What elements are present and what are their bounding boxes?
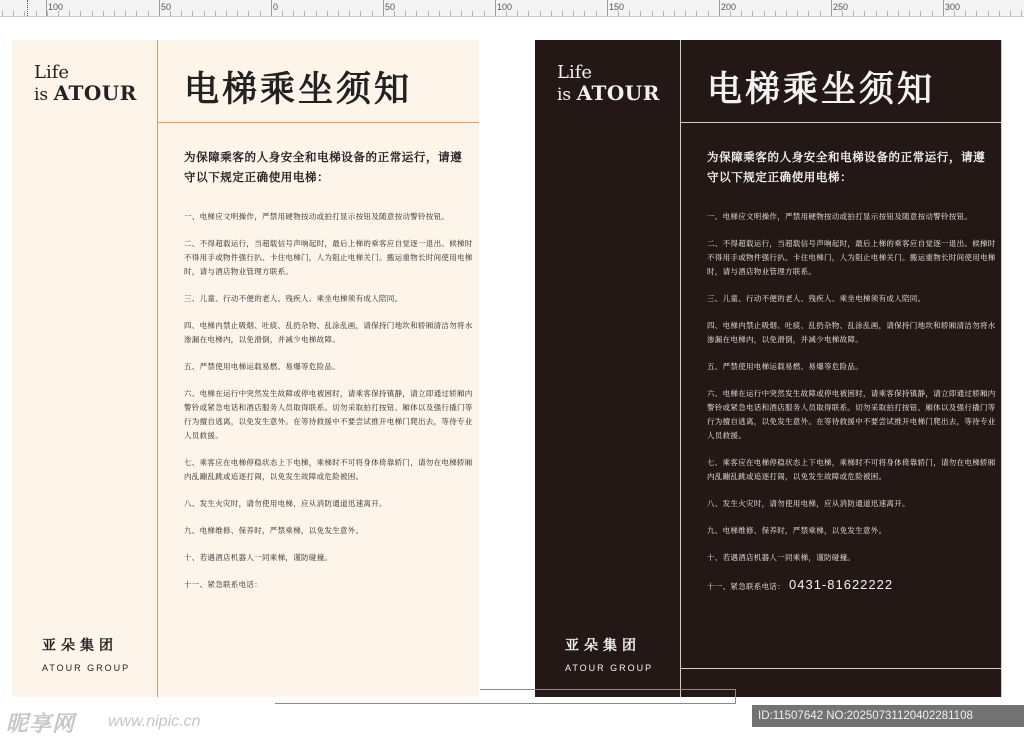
ruler-minor-tick (562, 11, 563, 16)
ruler-major-tick (831, 0, 832, 16)
rule-item: 十、若遇酒店机器人一同乘梯，谨防碰撞。 (184, 553, 333, 562)
ruler-minor-tick (450, 11, 451, 16)
ruler-minor-tick (316, 11, 317, 16)
top-ruler (0, 0, 1024, 17)
design-canvas (0, 17, 1024, 737)
ruler-minor-tick (551, 11, 552, 16)
ruler-minor-tick (808, 11, 809, 16)
ruler-minor-tick (820, 11, 821, 16)
rule-item: 六、电梯在运行中突然发生故障或停电被困时，请乘客保持镇静，请立即通过轿厢内警铃或紧急电话和酒店服务人员取得联系。切勿采取拍打按钮、厢体以及强行撬门等行为擅自逃离，以免发生意外。在等待救援中不要尝试推开电梯门爬出去，等待专业人员救援。 (184, 389, 473, 440)
ruler-label: 100 (48, 2, 64, 12)
ruler-minor-tick (484, 11, 485, 16)
ruler-minor-tick (237, 11, 238, 16)
brand-chinese: 亚朵集团 (565, 638, 641, 654)
ruler-minor-tick (876, 11, 877, 16)
logo-life: Life (34, 62, 70, 83)
ruler-minor-tick (797, 11, 798, 16)
ruler-label: 0 (273, 2, 279, 12)
rule-item: 四、电梯内禁止吸烟、吐痰、乱扔杂物、乱涂乱画，请保持门地坎和轿厢清洁勿将水渗漏在电梯内，以免滑倒，并减少电梯故障。 (184, 321, 473, 344)
ruler-minor-tick (92, 11, 93, 16)
ruler-minor-tick (976, 11, 977, 16)
ruler-minor-tick (114, 11, 115, 16)
ruler-label: 200 (721, 2, 737, 12)
ruler-minor-tick (416, 11, 417, 16)
ruler-minor-tick (674, 11, 675, 16)
rule-item: 一、电梯应文明操作，严禁用硬物按动或拍打显示按钮及随意按动警铃按钮。 (184, 212, 450, 221)
ruler-minor-tick (853, 11, 854, 16)
ruler-major-tick (159, 0, 160, 16)
ruler-minor-tick (629, 11, 630, 16)
ruler-minor-tick (405, 11, 406, 16)
ruler-minor-tick (461, 11, 462, 16)
ruler-minor-tick (103, 11, 104, 16)
ruler-minor-tick (663, 11, 664, 16)
watermark-logo: 昵享网 (6, 712, 76, 737)
rule-item: 九、电梯维修、保养时，严禁乘梯，以免发生意外。 (707, 526, 887, 535)
brand-english: ATOUR GROUP (565, 663, 654, 673)
ruler-minor-tick (148, 11, 149, 16)
ruler-minor-tick (696, 11, 697, 16)
ruler-label: 150 (609, 2, 625, 12)
vertical-divider (680, 40, 681, 697)
ruler-minor-tick (372, 11, 373, 16)
rule-item: 六、电梯在运行中突然发生故障或停电被困时，请乘客保持镇静，请立即通过轿厢内警铃或紧急电话和酒店服务人员取得联系。切勿采取拍打按钮、厢体以及强行撬门等行为擅自逃离，以免发生意外。在等待救援中不要尝试推开电梯门爬出去，等待专业人员救援。 (707, 389, 996, 440)
ruler-minor-tick (584, 11, 585, 16)
emergency-contact: 十一、紧急联系电话： 0431-81622222 (707, 577, 894, 592)
ruler-minor-tick (69, 11, 70, 16)
ruler-minor-tick (338, 11, 339, 16)
logo-life: Life (557, 62, 593, 83)
ruler-minor-tick (775, 11, 776, 16)
canvas-guide-line (275, 703, 735, 704)
ruler-minor-tick (428, 11, 429, 16)
rule-item: 二、不得超载运行，当超载信号声响起时，最后上梯的乘客应自觉逐一退出。候梯时不得用手或物件强行扒、卡住电梯门，人为阻止电梯关门。搬运重物长时间使用电梯时，请与酒店物业管理方联系。 (707, 239, 996, 276)
ruler-major-tick (495, 0, 496, 16)
atour-group-brand (42, 635, 130, 673)
ruler-minor-tick (887, 11, 888, 16)
poster-intro: 为保障乘客的人身安全和电梯设备的正常运行，请遵守以下规定正确使用电梯： (707, 150, 986, 184)
ruler-minor-tick (226, 11, 227, 16)
ruler-minor-tick (685, 11, 686, 16)
rule-item: 八、发生火灾时，请勿使用电梯，应从消防通道迅速离开。 (184, 499, 387, 508)
ruler-label: 100 (497, 2, 513, 12)
ruler-minor-tick (260, 11, 261, 16)
title-divider (157, 122, 479, 123)
ruler-minor-tick (786, 11, 787, 16)
poster-title: 电梯乘坐须知 (707, 70, 936, 110)
ruler-label: 300 (945, 2, 961, 12)
ruler-label: 50 (161, 2, 172, 12)
ruler-minor-tick (282, 11, 283, 16)
emergency-phone: 0431-81622222 (789, 577, 894, 592)
rule-item: 七、乘客应在电梯停稳状态上下电梯，乘梯时不可将身体倚靠轿门，请勿在电梯轿厢内乱蹦乱跳或追逐打闹，以免发生故障或危险被困。 (707, 458, 996, 481)
rule-item: 三、儿童、行动不便的老人、残疾人、乘坐电梯须有成人陪同。 (707, 294, 926, 303)
right-frame-line (1001, 40, 1002, 697)
rule-item: 一、电梯应文明操作，严禁用硬物按动或拍打显示按钮及随意按动警铃按钮。 (707, 212, 973, 221)
ruler-minor-tick (596, 11, 597, 16)
ruler-minor-tick (248, 11, 249, 16)
canvas-guide-line (480, 689, 735, 690)
ruler-minor-tick (517, 11, 518, 16)
rule-item: 五、严禁使用电梯运载易燃、易爆等危险品。 (707, 362, 863, 371)
watermark-id: ID:11507642 NO:20250731120402281108 (752, 705, 1024, 727)
ruler-minor-tick (932, 11, 933, 16)
ruler-minor-tick (898, 11, 899, 16)
ruler-minor-tick (472, 11, 473, 16)
canvas-guide-line (735, 689, 736, 704)
ruler-origin-marker (27, 0, 29, 16)
ruler-major-tick (271, 0, 272, 16)
ruler-minor-tick (304, 11, 305, 16)
bottom-frame-line (680, 668, 1002, 669)
ruler-minor-tick (125, 11, 126, 16)
vertical-divider (157, 40, 158, 697)
poster-title: 电梯乘坐须知 (184, 70, 413, 110)
ruler-minor-tick (439, 11, 440, 16)
ruler-label: 50 (385, 2, 396, 12)
ruler-minor-tick (540, 11, 541, 16)
ruler-minor-tick (13, 11, 14, 16)
life-is-atour-logo (34, 63, 137, 105)
brand-english: ATOUR GROUP (42, 663, 131, 673)
ruler-major-tick (607, 0, 608, 16)
ruler-minor-tick (327, 11, 328, 16)
ruler-minor-tick (708, 11, 709, 16)
rule-item: 十、若遇酒店机器人一同乘梯，谨防碰撞。 (707, 553, 856, 562)
life-is-atour-logo (557, 63, 660, 105)
ruler-minor-tick (988, 11, 989, 16)
brand-chinese: 亚朵集团 (42, 638, 118, 654)
title-divider (680, 122, 1002, 123)
ruler-major-tick (719, 0, 720, 16)
rule-item: 五、严禁使用电梯运载易燃、易爆等危险品。 (184, 362, 340, 371)
rules-list (184, 210, 476, 605)
rule-item: 二、不得超载运行，当超载信号声响起时，最后上梯的乘客应自觉逐一退出。候梯时不得用手或物件强行扒、卡住电梯门，人为阻止电梯关门。搬运重物长时间使用电梯时，请与酒店物业管理方联系。 (184, 239, 473, 276)
rule-item: 四、电梯内禁止吸烟、吐痰、乱扔杂物、乱涂乱画，请保持门地坎和轿厢清洁勿将水渗漏在电梯内，以免滑倒，并减少电梯故障。 (707, 321, 996, 344)
ruler-major-tick (46, 0, 47, 16)
ruler-minor-tick (349, 11, 350, 16)
ruler-minor-tick (293, 11, 294, 16)
watermark-url: www.nipic.cn (108, 713, 201, 730)
ruler-minor-tick (741, 11, 742, 16)
ruler-minor-tick (920, 11, 921, 16)
ruler-minor-tick (909, 11, 910, 16)
ruler-minor-tick (192, 11, 193, 16)
ruler-major-tick (383, 0, 384, 16)
ruler-minor-tick (640, 11, 641, 16)
ruler-minor-tick (752, 11, 753, 16)
ruler-minor-tick (652, 11, 653, 16)
ruler-minor-tick (360, 11, 361, 16)
ruler-minor-tick (1010, 11, 1011, 16)
ruler-minor-tick (181, 11, 182, 16)
logo-is-atour: is ATOUR (34, 81, 137, 105)
ruler-major-tick (943, 0, 944, 16)
ruler-minor-tick (573, 11, 574, 16)
ruler-minor-tick (36, 11, 37, 16)
ruler-minor-tick (999, 11, 1000, 16)
ruler-minor-tick (80, 11, 81, 16)
ruler-minor-tick (528, 11, 529, 16)
ruler-minor-tick (764, 11, 765, 16)
ruler-minor-tick (1021, 11, 1022, 16)
rule-item: 八、发生火灾时，请勿使用电梯，应从消防通道迅速离开。 (707, 499, 910, 508)
atour-group-brand (565, 635, 653, 673)
rules-list (707, 210, 999, 607)
poster-dark[interactable] (535, 40, 1002, 697)
logo-is-atour: is ATOUR (557, 81, 660, 105)
rule-item: 九、电梯维修、保养时，严禁乘梯，以免发生意外。 (184, 526, 364, 535)
poster-light[interactable] (12, 40, 479, 697)
ruler-minor-tick (136, 11, 137, 16)
rule-item: 三、儿童、行动不便的老人、残疾人、乘坐电梯须有成人陪同。 (184, 294, 403, 303)
ruler-minor-tick (24, 11, 25, 16)
poster-intro: 为保障乘客的人身安全和电梯设备的正常运行，请遵守以下规定正确使用电梯： (184, 150, 463, 184)
rule-item: 七、乘客应在电梯停稳状态上下电梯，乘梯时不可将身体倚靠轿门，请勿在电梯轿厢内乱蹦乱跳或追逐打闹，以免发生故障或危险被困。 (184, 458, 473, 481)
ruler-label: 250 (833, 2, 849, 12)
ruler-minor-tick (965, 11, 966, 16)
ruler-minor-tick (864, 11, 865, 16)
ruler-minor-tick (204, 11, 205, 16)
ruler-minor-tick (2, 11, 3, 16)
ruler-minor-tick (215, 11, 216, 16)
emergency-contact: 十一、紧急联系电话： (184, 580, 262, 589)
